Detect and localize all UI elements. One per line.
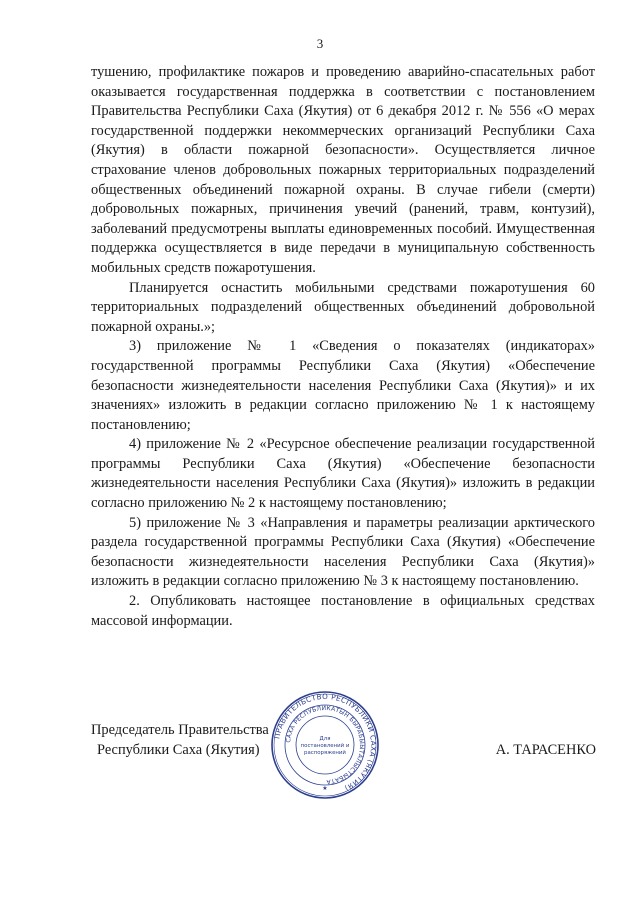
- signatory-name: А. ТАРАСЕНКО: [495, 742, 596, 758]
- seal-center-line2: постановлений и: [300, 743, 350, 749]
- official-seal: [270, 690, 380, 800]
- paragraph-plan: Планируется оснастить мобильными средствами пожаротушения 60 территориальных подразделений общественных объединений добровольной пожарной охраны.»;: [91, 279, 595, 335]
- paragraph-publish: 2. Опубликовать настоящее постановление в официальных средствах массовой информации.: [91, 593, 595, 629]
- document-body: [91, 63, 595, 631]
- seal-outer-text: ПРАВИТЕЛЬСТВО РЕСПУБЛИКИ САХА (ЯКУТИЯ): [272, 691, 379, 794]
- seal-inner-text: САХА РЕСПУБЛИКАТЫН БЫРАБЫЫТАЛЫСТЫБАТА: [285, 704, 366, 786]
- paragraph-item-5: 5) приложение № 3 «Направления и параметры реализации арктического раздела государственной программы Республики Саха (Якутия) «Обеспечение безопасности жизнедеятельности населения Республики Саха (Якутия)» изложить в редакции согласно приложению № 3 к настоящему постановлению.: [91, 514, 595, 590]
- paragraph-item-4: 4) приложение № 2 «Ресурсное обеспечение реализации государственной программы Республики Саха (Якутия) «Обеспечение безопасности жизнедеятельности населения Республики Саха (Якутия)» изложить в редакции согласно приложению № 2 к настоящему постановлению;: [91, 436, 595, 512]
- seal-center-line3: распоряжений: [304, 750, 346, 756]
- paragraph-continuation: тушению, профилактике пожаров и проведению аварийно-спасательных работ оказывается государственная поддержка в соответствии с постановлением Правительства Республики Саха (Якутия) от 6 декабря 2012 г. № 556 «О мерах государственной поддержки некоммерческих организаций Республики Саха (Якутия) в области пожарной безопасности». Осуществляется личное страхование членов добровольных пожарных территориальных подразделений общественных объединений пожарной охраны. В случае гибели (смерти) добровольных пожарных, причинения увечий (ранений, травм, контузий), заболеваний предусмотрены выплаты единовременных пособий. Имущественная поддержка осуществляется в виде передачи в муниципальную собственность мобильных средств пожаротушения.: [91, 64, 595, 276]
- paragraph-item-3: 3) приложение № 1 «Сведения о показателях (индикаторах» государственной программы Республики Саха (Якутия) «Обеспечение безопасности жизнедеятельности населения Республики Саха (Якутия)» и их значениях» изложить в редакции согласно приложению № 1 к настоящему постановлению;: [91, 338, 595, 433]
- page-number: 3: [316, 36, 324, 51]
- signatory-title-line2: Республики Саха (Якутия): [97, 742, 260, 758]
- seal-star-icon: ★: [322, 785, 328, 792]
- signatory-title-line1: Председатель Правительства: [91, 722, 269, 738]
- seal-center-line1: Для: [319, 736, 331, 742]
